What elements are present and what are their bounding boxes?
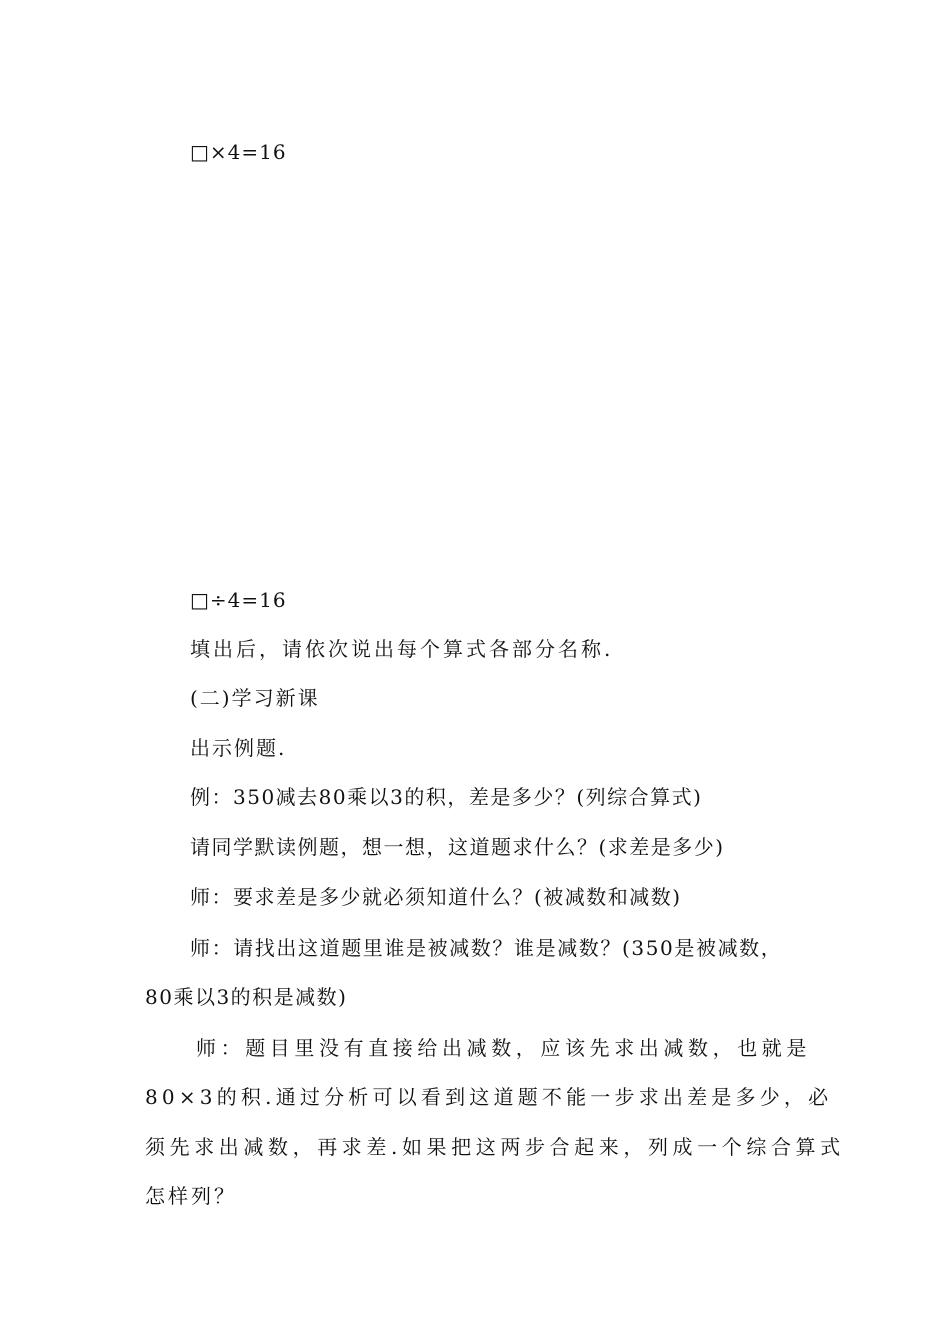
teacher-line: 师：请找出这道题里谁是被减数？谁是减数？(350是被减数， [190,936,783,960]
equation-multiply: □×4=16 [190,140,287,164]
example-problem: 例：350减去80乘以3的积，差是多少？(列综合算式) [190,785,703,809]
paragraph-continuation: 80乘以3的积是减数) [145,985,348,1009]
paragraph-continuation: 80×3的积.通过分析可以看到这道题不能一步求出差是多少，必 [145,1085,833,1109]
section-heading: (二)学习新课 [190,686,320,710]
equation-divide: □÷4=16 [190,588,287,612]
paragraph-continuation: 须先求出减数，再求差.如果把这两步合起来，列成一个综合算式 [145,1135,845,1159]
teacher-line: 师：题目里没有直接给出减数，应该先求出减数，也就是 [196,1036,811,1060]
paragraph-continuation: 怎样列？ [145,1184,237,1208]
paragraph-line: 请同学默读例题，想一想，这道题求什么？(求差是多少) [190,835,725,859]
instruction-line: 填出后，请依次说出每个算式各部分名称. [190,637,614,661]
paragraph-line: 出示例题. [190,736,287,760]
teacher-line: 师：要求差是多少就必须知道什么？(被减数和减数) [190,885,682,909]
